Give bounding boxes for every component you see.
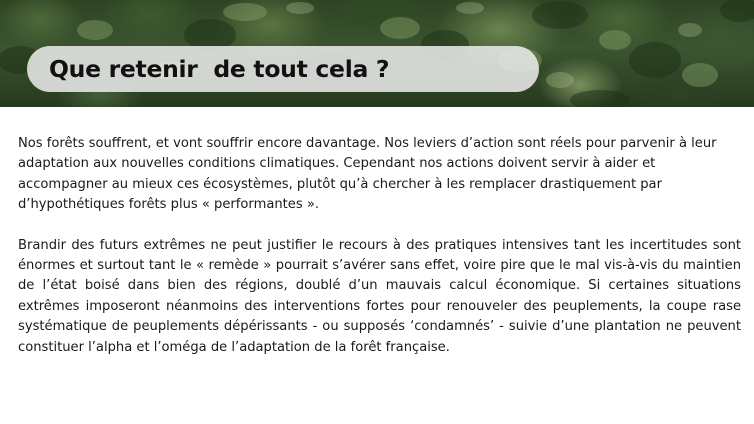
paragraph: Brandir des futurs extrêmes ne peut justifier le recours à des pratiques intensives tant les incertitudes sont énormes et surtout tant le « remède » pourrait s’avérer sans effet, voire pire que le mal vis-à-vis du maintien de l’état boisé dans bien des régions, doublé d’un mauvais calcul économique. Si certaines situations extrêmes imposeront néanmoins des interventions fortes pour renouveler des peuplements, la coupe rase systématique de peuplements dépérissants - ou supposés ‘condamnés’ - suivie d’une plantation ne peuvent constituer l’alpha et l’oméga de l’adaptation de la forêt française. — [18, 237, 741, 355]
main-content — [18, 134, 741, 358]
forest-canopy-banner — [0, 0, 754, 107]
page-title: Que retenir de tout cela ? — [49, 55, 390, 83]
paragraph: Nos forêts souffrent, et vont souffrir encore davantage. Nos leviers d’action sont réels pour parvenir à leur adaptation aux nouvelles conditions climatiques. Cependant nos actions doivent servir à aider et accompagner au mieux ces écosystèmes, plutôt qu’à chercher à les remplacer drastiquement par d’hypothétiques forêts plus « performantes ». — [18, 136, 717, 213]
title-pill — [27, 46, 539, 92]
